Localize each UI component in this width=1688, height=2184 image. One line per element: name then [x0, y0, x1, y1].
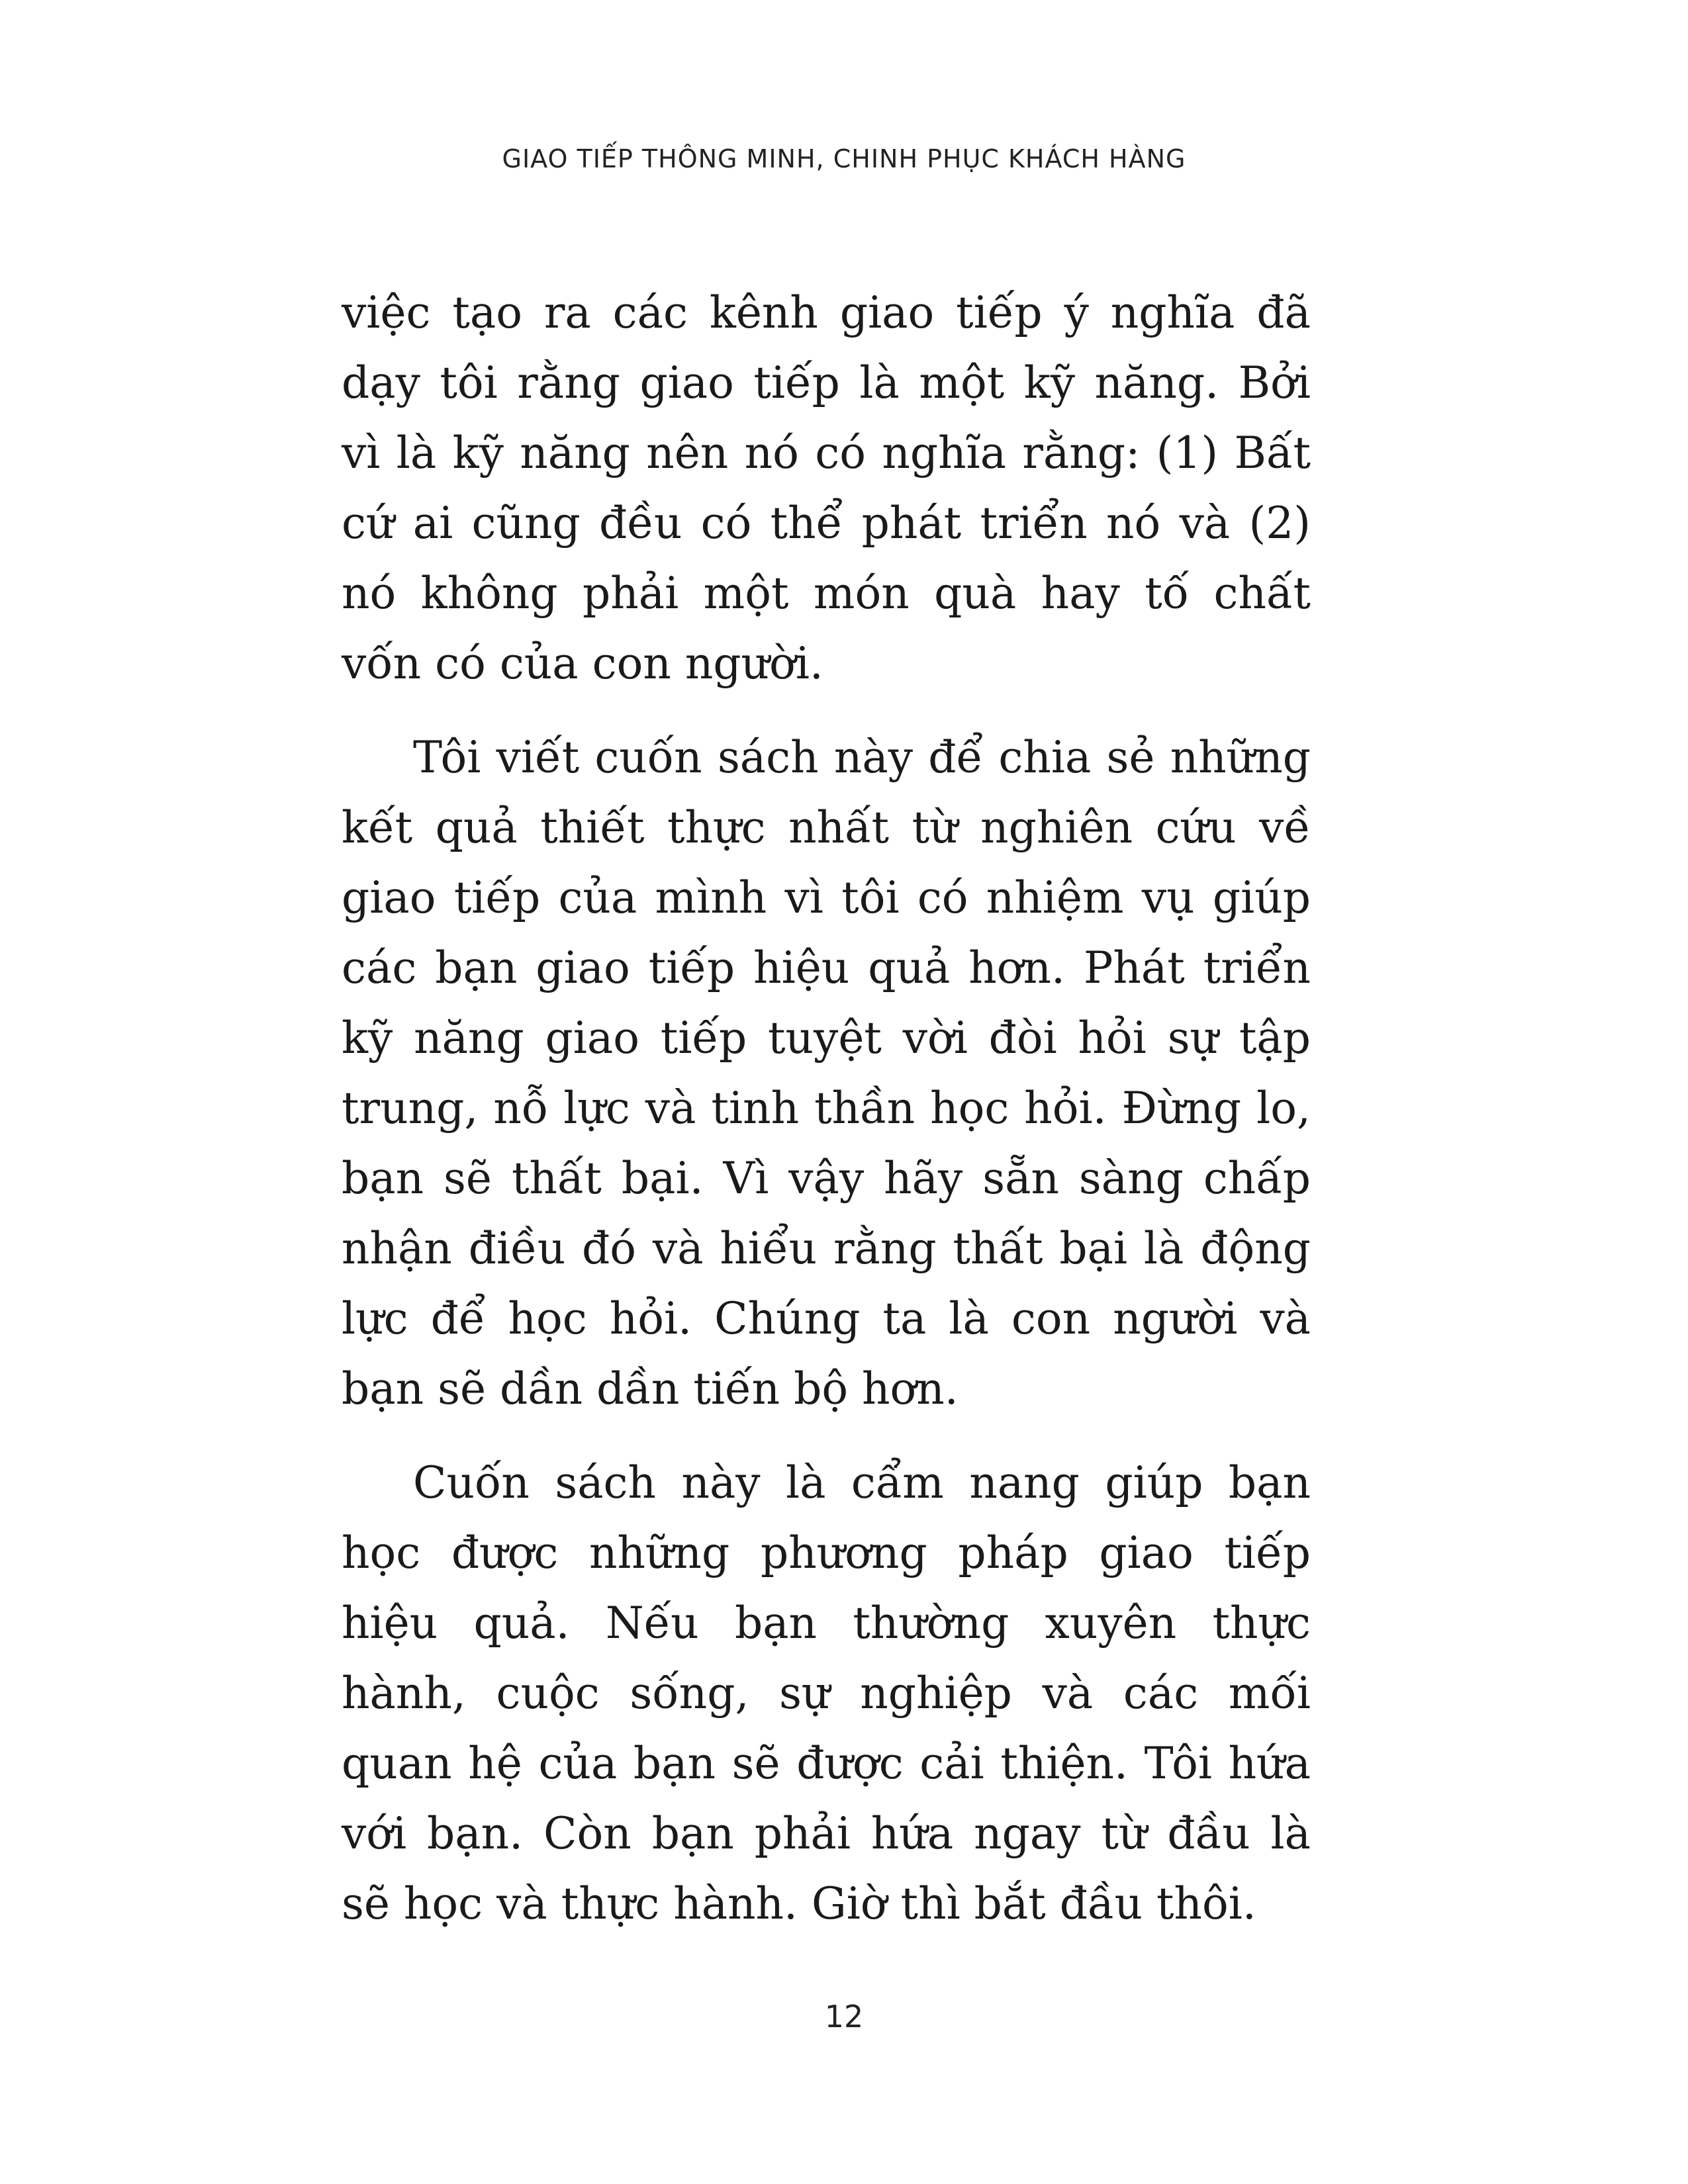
- paragraph: Tôi viết cuốn sách này để chia sẻ những kết quả thiết thực nhất từ nghiên cứu về giao tiếp của mình vì tôi có nhiệm vụ giúp các bạn giao tiếp hiệu quả hơn. Phát triển kỹ năng giao tiếp tuyệt vời đòi hỏi sự tập trung, nỗ lực và tinh thần học hỏi. Đừng lo, bạn sẽ thất bại. Vì vậy hãy sẵn sàng chấp nhận điều đó và hiểu rằng thất bại là động lực để học hỏi. Chúng ta là con người và bạn sẽ dần dần tiến bộ hơn.: [342, 732, 1311, 1414]
- running-header: GIAO TIẾP THÔNG MINH, CHINH PHỤC KHÁCH HÀNG: [502, 144, 1186, 173]
- body-text: [342, 278, 1311, 1963]
- page-number: 12: [824, 1999, 864, 2034]
- paragraph-continued: việc tạo ra các kênh giao tiếp ý nghĩa đã dạy tôi rằng giao tiếp là một kỹ năng. Bởi vì là kỹ năng nên nó có nghĩa rằng: (1) Bất cứ ai cũng đều có thể phát triển nó và (2) nó không phải một món quà hay tố chất vốn có của con người.: [342, 287, 1311, 689]
- paragraph: Cuốn sách này là cẩm nang giúp bạn học được những phương pháp giao tiếp hiệu quả. Nếu bạn thường xuyên thực hành, cuộc sống, sự nghiệp và các mối quan hệ của bạn sẽ được cải thiện. Tôi hứa với bạn. Còn bạn phải hứa ngay từ đầu là sẽ học và thực hành. Giờ thì bắt đầu thôi.: [342, 1457, 1311, 1929]
